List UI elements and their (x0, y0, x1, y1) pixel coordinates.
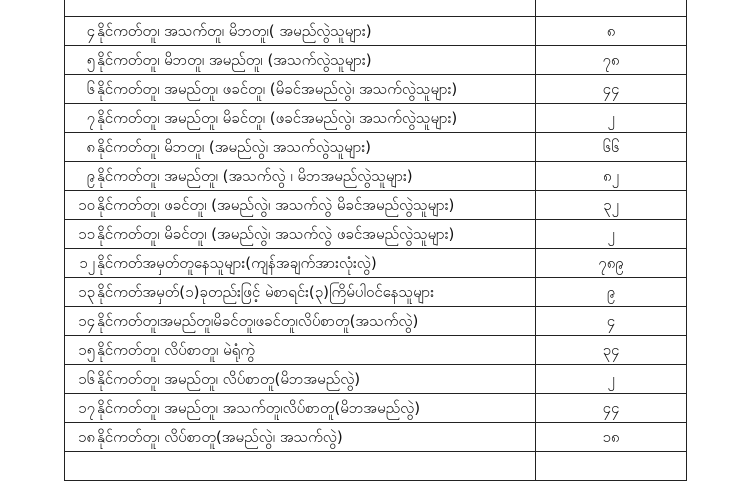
row-description: နိုင်ကတ်တူ၊ အမည်တူ၊ လိပ်စာတူ(မိဘအမည်လွဲ) (97, 370, 361, 388)
description-cell (65, 365, 536, 394)
table-row-partial-top (65, 0, 687, 17)
count-cell: ၄ (536, 307, 687, 336)
partial-cell (536, 452, 687, 481)
table-row-partial-bottom (65, 452, 687, 481)
row-description: နိုင်ကတ်တူ၊ အသက်တူ၊ မိဘတူ၊( အမည်လွဲသူများ) (97, 22, 372, 40)
description-cell (65, 46, 536, 75)
table-row (65, 365, 687, 394)
description-cell (65, 104, 536, 133)
row-number: ၆ (86, 80, 95, 98)
count-cell: ၄၄ (536, 75, 687, 104)
count-cell: ၂ (536, 104, 687, 133)
count-cell: ၂ (536, 365, 687, 394)
description-cell (65, 336, 536, 365)
partial-cell (65, 452, 536, 481)
row-number: ၇ (86, 109, 95, 127)
row-description: နိုင်ကတ်တူ၊ အမည်တူ၊ အသက်တူ၊လိပ်စာတူ(မိဘအမည်လွဲ) (97, 399, 421, 417)
row-number: ၁၃ (78, 283, 95, 301)
count-cell: ၇၈ (536, 46, 687, 75)
count-cell: ၇၈၉ (536, 249, 687, 278)
table-row (65, 394, 687, 423)
row-description: နိုင်ကတ်တူ၊အမည်တူ၊မိခင်တူ၊ဖခင်တူ၊လိပ်စာတူ(အသက်လွဲ) (97, 312, 419, 330)
count-cell: ၆၆ (536, 133, 687, 162)
table-row (65, 423, 687, 452)
table-row (65, 278, 687, 307)
table-row (65, 46, 687, 75)
table-row (65, 220, 687, 249)
table-body (65, 0, 687, 481)
table-row (65, 307, 687, 336)
description-cell (65, 278, 536, 307)
row-description: နိုင်ကတ်တူ၊ မိခင်တူ၊ (အမည်လွဲ၊ အသက်လွဲ ဖခင်အမည်လွဲသူများ) (97, 225, 455, 243)
row-description: နိုင်ကတ်တူ၊ အမည်တူ၊ မိခင်တူ၊ (ဖခင်အမည်လွဲ၊ အသက်လွဲသူများ) (97, 109, 458, 127)
row-number: ၁၇ (78, 399, 95, 417)
description-cell (65, 191, 536, 220)
row-description: နိုင်ကတ်တူ၊ လိပ်စာတူ၊ မဲရုံကွဲ (97, 341, 255, 359)
count-cell: ၁၈ (536, 423, 687, 452)
row-description: နိုင်ကတ်တူ၊ မိဘတူ၊ (အမည်လွဲ၊ အသက်လွဲသူများ) (97, 138, 372, 156)
count-cell: ၈ (536, 17, 687, 46)
row-number: ၁၆ (78, 370, 95, 388)
row-number: ၁၁ (78, 225, 95, 243)
table-row (65, 162, 687, 191)
row-number: ၉ (86, 167, 95, 185)
partial-cell (65, 0, 536, 17)
row-description: နိုင်ကတ်တူ၊ လိပ်စာတူ(အမည်လွဲ၊ အသက်လွဲ) (97, 428, 343, 446)
table-row (65, 17, 687, 46)
row-description: နိုင်ကတ်တူ၊ ဖခင်တူ၊ (အမည်လွဲ၊ အသက်လွဲ မိခင်အမည်လွဲသူများ) (97, 196, 455, 214)
description-cell (65, 17, 536, 46)
description-cell (65, 394, 536, 423)
table-row (65, 336, 687, 365)
table-row (65, 133, 687, 162)
row-description: နိုင်ကတ်တူ၊ အမည်တူ၊ (အသက်လွဲ ၊ မိဘအမည်လွဲသူများ) (97, 167, 413, 185)
row-number: ၈ (86, 138, 95, 156)
row-number: ၁၈ (77, 428, 95, 446)
count-cell: ၃၂ (536, 191, 687, 220)
description-cell (65, 220, 536, 249)
row-number: ၅ (86, 51, 95, 69)
table-row (65, 75, 687, 104)
count-cell: ၈၂ (536, 162, 687, 191)
count-cell: ၃၄ (536, 336, 687, 365)
partial-cell (536, 0, 687, 17)
count-cell: ၉ (536, 278, 687, 307)
description-cell (65, 133, 536, 162)
row-number: ၁၅ (78, 341, 95, 359)
count-cell: ၂ (536, 220, 687, 249)
table-row (65, 104, 687, 133)
count-cell: ၄၄ (536, 394, 687, 423)
description-cell (65, 249, 536, 278)
duplicate-voter-table (64, 0, 687, 481)
row-description: နိုင်ကတ်အမှတ်တူနေသူများ(ကျန်အချက်အားလုံးလွဲ) (97, 254, 377, 272)
row-number: ၄ (86, 22, 95, 40)
row-description: နိုင်ကတ်တူ၊ အမည်တူ၊ ဖခင်တူ၊ (မိခင်အမည်လွဲ၊ အသက်လွဲသူများ) (97, 80, 458, 98)
row-number: ၁၄ (78, 312, 95, 330)
description-cell (65, 75, 536, 104)
row-number: ၁၂ (79, 254, 95, 272)
description-cell (65, 307, 536, 336)
row-description: နိုင်ကတ်အမှတ်(၁)ခုတည်းဖြင့် မဲစာရင်း(၃)ကြိမ်ပါဝင်နေသူများ (97, 283, 435, 301)
row-description: နိုင်ကတ်တူ၊ မိဘတူ၊ အမည်တူ၊ (အသက်လွဲသူများ) (97, 51, 372, 69)
row-number: ၁၀ (78, 196, 95, 214)
table-row (65, 191, 687, 220)
table-row (65, 249, 687, 278)
description-cell (65, 162, 536, 191)
description-cell (65, 423, 536, 452)
